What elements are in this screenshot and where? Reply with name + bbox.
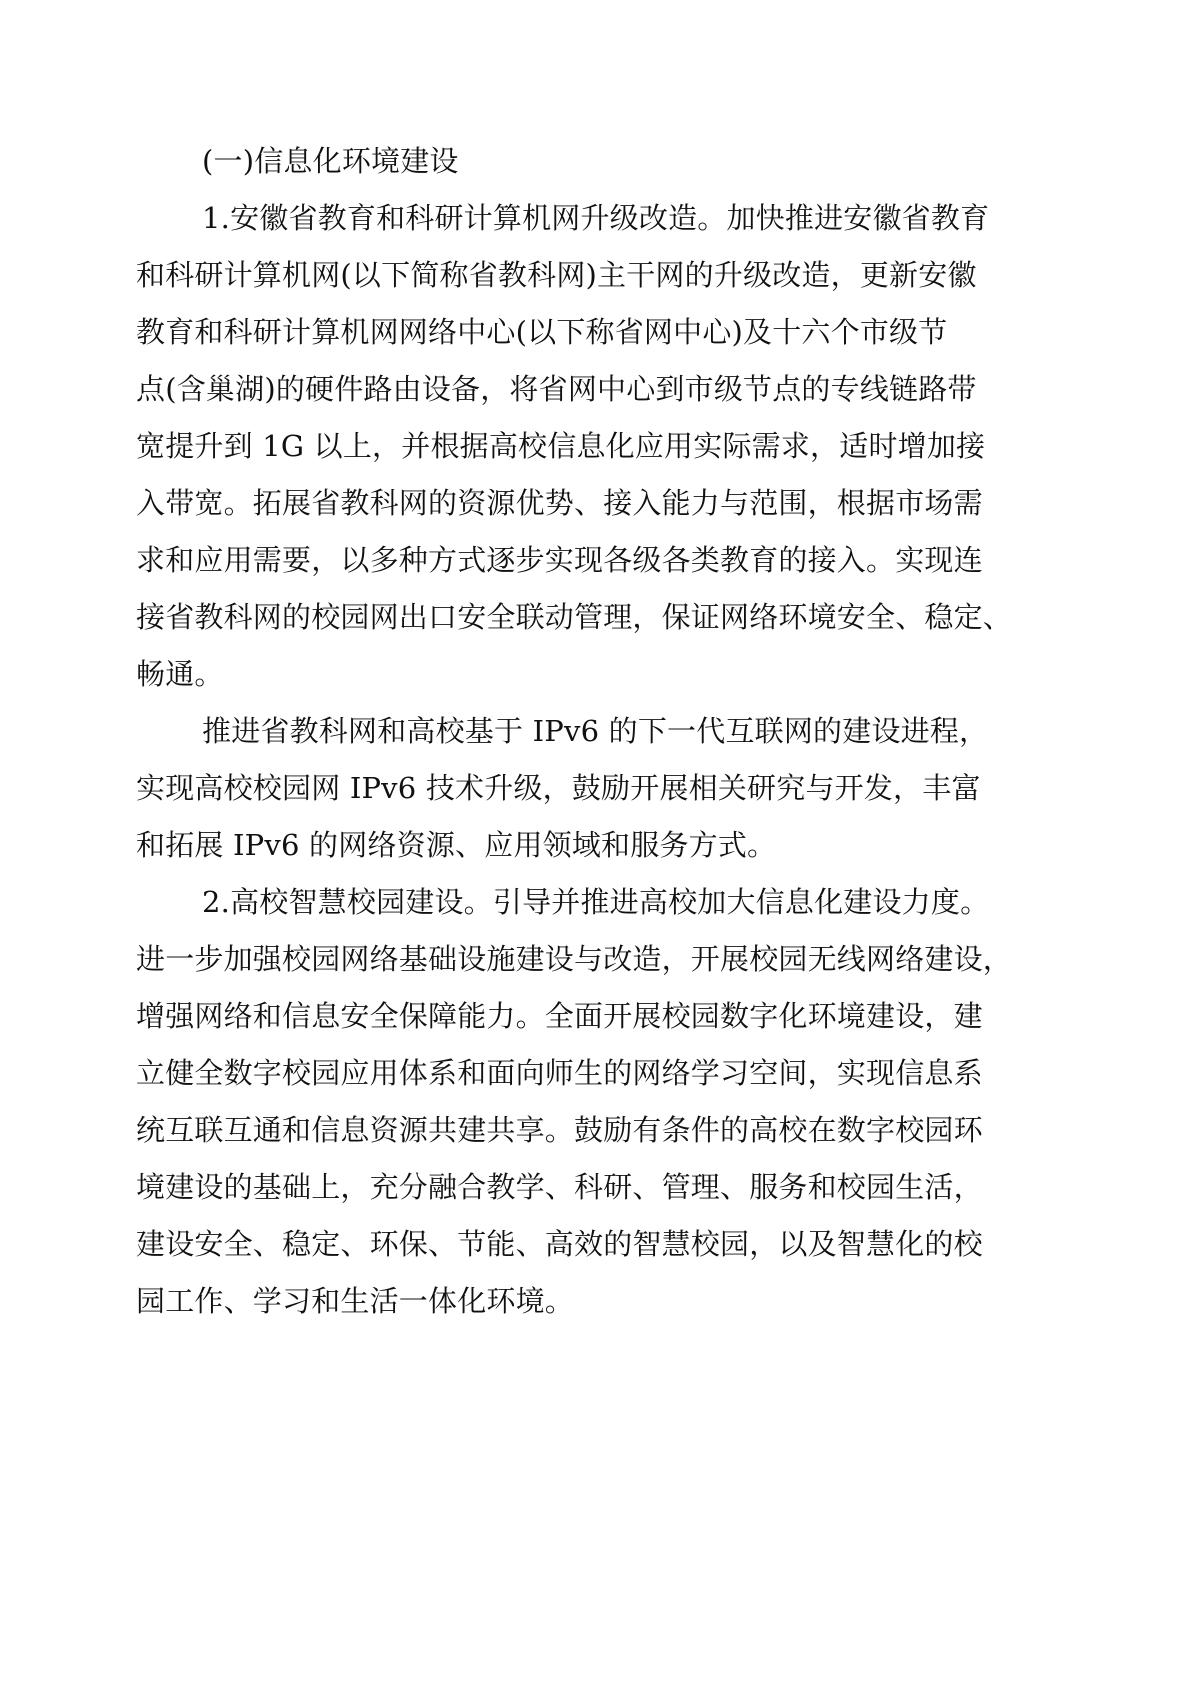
paragraph-line: 和科研计算机网(以下简称省教科网)主干网的升级改造，更新安徽 <box>136 258 977 292</box>
paragraph-line: 2.高校智慧校园建设。引导并推进高校加大信息化建设力度。 <box>202 885 990 919</box>
paragraph-line: 推进省教科网和高校基于 IPv6 的下一代互联网的建设进程， <box>202 714 989 748</box>
paragraph-line: 进一步加强校园网络基础设施建设与改造，开展校园无线网络建设， <box>136 942 1013 976</box>
paragraph-line: 建设安全、稳定、环保、节能、高效的智慧校园，以及智慧化的校 <box>136 1227 983 1261</box>
paragraph-line: 接省教科网的校园网出口安全联动管理，保证网络环境安全、稳定、 <box>136 600 1013 634</box>
paragraph-line: 增强网络和信息安全保障能力。全面开展校园数字化环境建设，建 <box>136 999 983 1033</box>
paragraph-line: 境建设的基础上，充分融合教学、科研、管理、服务和校园生活， <box>136 1170 983 1204</box>
paragraph-line: 畅通。 <box>136 657 224 691</box>
paragraph-line: 求和应用需要，以多种方式逐步实现各级各类教育的接入。实现连 <box>136 543 983 577</box>
section-heading: (一)信息化环境建设 <box>202 144 459 178</box>
paragraph-line: 点(含巢湖)的硬件路由设备，将省网中心到市级节点的专线链路带 <box>136 372 977 406</box>
paragraph-line: 入带宽。拓展省教科网的资源优势、接入能力与范围，根据市场需 <box>136 486 983 520</box>
paragraph-line: 教育和科研计算机网网络中心(以下称省网中心)及十六个市级节 <box>136 315 948 349</box>
paragraph-line: 园工作、学习和生活一体化环境。 <box>136 1284 575 1318</box>
paragraph-line: 宽提升到 1G 以上，并根据高校信息化应用实际需求，适时增加接 <box>136 429 986 463</box>
paragraph-line: 统互联互通和信息资源共建共享。鼓励有条件的高校在数字校园环 <box>136 1113 983 1147</box>
paragraph-line: 实现高校校园网 IPv6 技术升级，鼓励开展相关研究与开发，丰富 <box>136 771 981 805</box>
paragraph-line: 和拓展 IPv6 的网络资源、应用领域和服务方式。 <box>136 828 777 862</box>
paragraph-line: 1.安徽省教育和科研计算机网升级改造。加快推进安徽省教育 <box>202 201 990 235</box>
paragraph-line: 立健全数字校园应用体系和面向师生的网络学习空间，实现信息系 <box>136 1056 983 1090</box>
